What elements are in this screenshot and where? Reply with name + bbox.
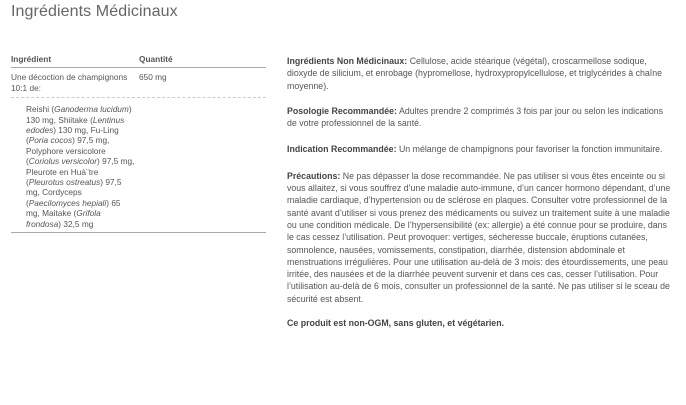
sub-ingredient-text: ( <box>26 177 29 188</box>
product-details <box>287 55 672 329</box>
latin-name: Pleurotus ostreatus <box>28 177 101 188</box>
sub-ingredient-line <box>26 177 146 187</box>
non-medicinal-text: Cellulose, acide stéarique (végétal), croscarmellose sodique, dioxyde de silicium, et enrobage (hypromellose, hydroxypropylcellulose, et triglycérides à chaîne moyenne). <box>287 56 663 91</box>
use-label: Indication Recommandée: <box>287 144 397 155</box>
sub-ingredient-text: Polyphore versicolore <box>26 145 106 156</box>
sub-ingredient-line <box>26 187 146 197</box>
dosage-label: Posologie Recommandée: <box>287 105 397 116</box>
sub-ingredient-text: Pleurote en Huà¨tre <box>26 166 99 177</box>
ingredients-table <box>11 54 266 233</box>
sub-ingredient-text: ( <box>26 156 29 167</box>
sub-ingredient-text: ) 97,5 mg, <box>97 156 135 167</box>
table-row <box>11 68 266 93</box>
sub-ingredient-text: ( <box>26 135 29 146</box>
cautions-text: Ne pas dépasser la dose recommandée. Ne pas utiliser si vous êtes enceinte ou si vous allaitez, si vous souffrez d’une maladie auto-immune, d’un cancer hormono dépendant, d’une maladie cardiaque, d’hypertension ou de sclérose en plaques. Consulter votre professionnel de la santé avant d’utiliser si vous prenez des médicaments ou suivez un traitement suite à une maladie ou une condition médicale. De l’hypersensibilité (ex: allergie) a été connue pour se produire, dans le cas cessez l’utilisation. Peut provoquer: vertiges, sécheresse buccale, éruptions cutanées, somnolence, nausées, vomissements, constipation, diarrhée, distension abdominale et menstruations irrégulières. Pour une utilisation au-delà de 3 mois: des étourdissements, une peau irritée, des nausées et de la diarrhée peuvent survenir et dans ces cas, cesser l’utilisation. Pour l’utilisation au-delà de 6 mois, consulter un professionnel de la santé. Ne pas utiliser si le sceau de sécurité est absent. <box>287 170 671 304</box>
sub-ingredient-text: ) 32,5 mg <box>58 218 94 229</box>
sub-ingredient-line <box>26 167 146 177</box>
latin-name: frondosa <box>26 218 59 229</box>
latin-name: Grifola <box>76 208 101 219</box>
sub-ingredient-line <box>26 146 146 156</box>
sub-ingredient-line <box>26 104 146 114</box>
recommended-dosage <box>287 105 672 130</box>
header-quantity: Quantité <box>139 54 173 64</box>
latin-name: Lentinus <box>92 114 125 125</box>
sub-ingredient-text: Reishi ( <box>26 104 55 115</box>
non-medicinal-ingredients <box>287 55 672 92</box>
ingredient-name-line2: 10:1 de: <box>11 82 41 93</box>
sub-ingredient-text: ) 97,5 <box>100 177 122 188</box>
latin-name: Paecilomyces hepiali <box>28 197 107 208</box>
sub-ingredient-line <box>26 135 146 145</box>
sub-ingredient-text: mg, Maitake ( <box>26 208 77 219</box>
sub-ingredient-text: ) 97,5 mg, <box>72 135 110 146</box>
sub-ingredient-line <box>26 208 146 218</box>
sub-ingredient-line <box>26 156 146 166</box>
sub-ingredients <box>11 98 146 229</box>
sub-ingredient-text: ) 130 mg, Fu-Ling <box>53 125 119 136</box>
latin-name: Coriolus versicolor <box>28 156 98 167</box>
sub-ingredient-text: mg, Cordyceps <box>26 187 82 198</box>
cautions-label: Précautions: <box>287 170 341 181</box>
dosage-text: Adultes prendre 2 comprimés 3 fois par jour ou selon les indications de votre professionnel de la santé. <box>287 105 664 129</box>
sub-ingredient-text: ) 65 <box>106 197 121 208</box>
use-text: Un mélange de champignons pour favoriser la fonction immunitaire. <box>396 144 663 155</box>
recommended-use <box>287 143 672 155</box>
sub-ingredient-text: ( <box>26 197 29 208</box>
sub-ingredient-text: ) <box>128 104 132 115</box>
ingredient-name-line1: Une décoction de champignons <box>11 72 128 83</box>
page-title: Ingrédients Médicinaux <box>11 3 178 20</box>
sub-ingredient-text: 130 mg, Shiitake ( <box>26 114 93 125</box>
cautions <box>287 170 672 305</box>
table-bottom-rule <box>11 232 266 233</box>
product-claim: Ce produit est non-OGM, sans gluten, et végétarien. <box>287 318 505 329</box>
header-ingredient: Ingrédient <box>11 54 52 64</box>
non-medicinal-label: Ingrédients Non Médicinaux: <box>287 56 408 66</box>
ingredient-quantity: 650 mg <box>139 72 167 83</box>
sub-ingredient-line <box>26 115 146 125</box>
sub-ingredient-line <box>26 125 146 135</box>
latin-name: Poria cocos <box>28 135 73 146</box>
latin-name: Ganoderma lucidum <box>54 104 129 115</box>
ingredient-name <box>11 72 139 93</box>
sub-ingredient-line <box>26 198 146 208</box>
sub-ingredient-line <box>26 219 146 229</box>
latin-name: edodes <box>26 125 54 136</box>
table-header <box>11 54 266 68</box>
